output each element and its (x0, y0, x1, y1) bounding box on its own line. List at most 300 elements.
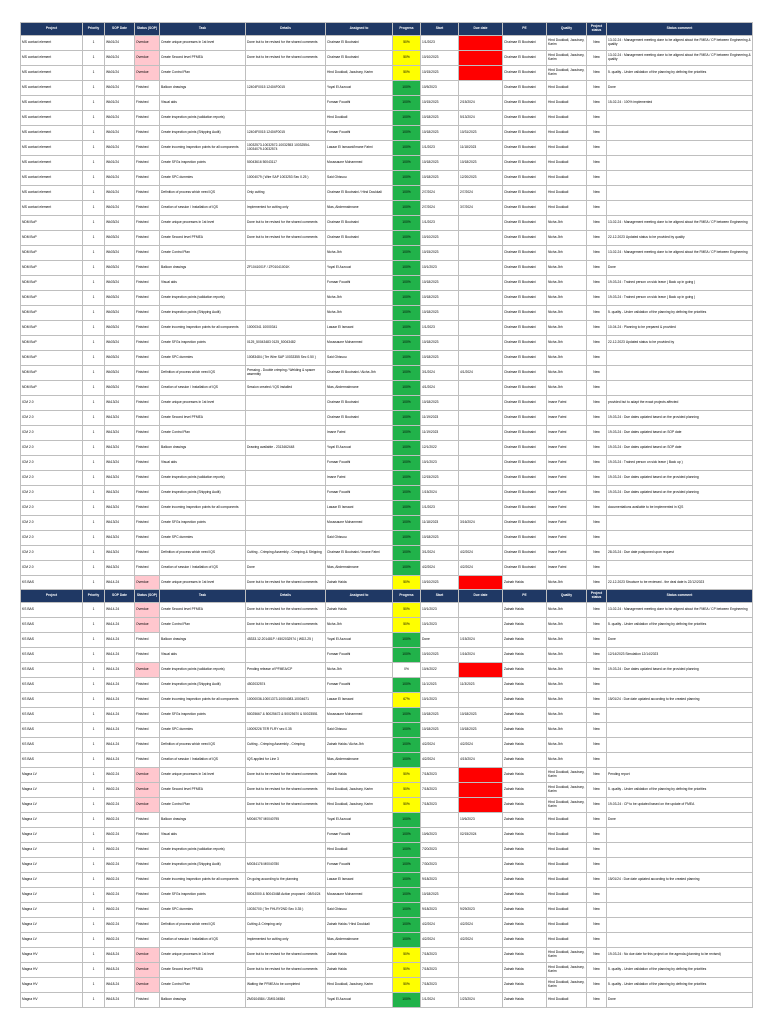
cell-project-status: New (587, 798, 607, 813)
cell-progress: 100% (393, 843, 421, 858)
cell-progress: 0% (393, 663, 421, 678)
cell-project: KS BAS (21, 576, 83, 591)
cell-project-status: New (587, 186, 607, 201)
cell-start: 7/30/2023 (421, 858, 459, 873)
cell-project-status: New (587, 933, 607, 948)
cell-status: Finished (135, 261, 160, 276)
cell-quality: Nicha Jbh (547, 351, 587, 366)
cell-due-date: 2/7/2024 (459, 186, 503, 201)
cell-assigned-to: Chaimae El Boutnaini (326, 411, 393, 426)
cell-project-status: New (587, 366, 607, 381)
cell-status: Finished (135, 648, 160, 663)
cell-status: Finished (135, 396, 160, 411)
cell-details (246, 486, 326, 501)
cell-assigned-to: Imane Fatmi (326, 471, 393, 486)
cell-status-comment (607, 156, 753, 171)
cell-priority: 1 (83, 216, 105, 231)
table-row (21, 291, 753, 306)
cell-status: Finished (135, 111, 160, 126)
table-row (21, 693, 753, 708)
cell-project-status: New (587, 768, 607, 783)
header-details: Details (246, 23, 326, 36)
cell-due-date (459, 351, 503, 366)
cell-task: Balloon drawings (160, 993, 246, 1008)
cell-quality: Nicha Jbh (547, 231, 587, 246)
cell-priority: 1 (83, 708, 105, 723)
cell-details: On going according to the planning (246, 873, 326, 888)
cell-progress: 100% (393, 336, 421, 351)
cell-assigned-to: Lasaar El Ismaani (326, 501, 393, 516)
cell-start: 3/1/2024 (421, 366, 459, 381)
cell-start: 11/19/2023 (421, 411, 459, 426)
cell-task: Definition of process which need IQS (160, 918, 246, 933)
cell-project-status: New (587, 963, 607, 978)
cell-due-date (459, 306, 503, 321)
cell-progress: 100% (393, 546, 421, 561)
cell-details: Cutting & Crimping only (246, 918, 326, 933)
cell-quality: Hind Doukkali (547, 96, 587, 111)
cell-quality: Imane Fatmi (547, 486, 587, 501)
cell-pe: Zainab Haida (503, 963, 547, 978)
cell-status: Overdue (135, 798, 160, 813)
cell-status: Overdue (135, 576, 160, 591)
cell-project-status: New (587, 903, 607, 918)
table-row (21, 51, 753, 66)
cell-quality: Nicha Jbh (547, 381, 587, 396)
cell-due-date (459, 246, 503, 261)
cell-progress: 100% (393, 888, 421, 903)
table-row (21, 948, 753, 963)
cell-priority: 1 (83, 753, 105, 768)
cell-progress: 100% (393, 216, 421, 231)
cell-details: 4502032574 (246, 678, 326, 693)
cell-task: Create SPC dummies (160, 171, 246, 186)
table-row (21, 366, 753, 381)
cell-status: Finished (135, 828, 160, 843)
cell-assigned-to: Chaimae El Boutnaini (326, 216, 393, 231)
cell-details: Done but to be revised for the shared comments (246, 618, 326, 633)
cell-project: Magna LV (21, 888, 83, 903)
cell-sop-date: Wk14-24 (105, 753, 135, 768)
header-quality: Quality (547, 23, 587, 36)
cell-status: Finished (135, 903, 160, 918)
cell-assigned-to: Nicha Jbh (326, 618, 393, 633)
cell-sop-date: Wk03/24 (105, 246, 135, 261)
table-row (21, 66, 753, 81)
cell-start: 10/18/2023 (421, 111, 459, 126)
cell-progress: 100% (393, 321, 421, 336)
cell-due-date (459, 663, 503, 678)
cell-status-comment (607, 111, 753, 126)
cell-assigned-to: Fomaar Fouathi (326, 456, 393, 471)
cell-start: 4/1/2024 (421, 381, 459, 396)
cell-task: Create inspection points (Shipping Audit) (160, 858, 246, 873)
cell-status-comment: Done (607, 261, 753, 276)
cell-quality: Imane Fatmi (547, 531, 587, 546)
cell-details (246, 828, 326, 843)
cell-status: Finished (135, 81, 160, 96)
cell-start: 10/18/2023 (421, 126, 459, 141)
cell-priority: 1 (83, 873, 105, 888)
cell-sop-date: Wk13/24 (105, 471, 135, 486)
cell-assigned-to: Nicha Jbh (326, 291, 393, 306)
cell-pe: Chaimae El Boutnaini (503, 351, 547, 366)
cell-status-comment (607, 516, 753, 531)
cell-project-status: New (587, 858, 607, 873)
cell-quality: Nicha Jbh (547, 723, 587, 738)
cell-project: KS BAS (21, 603, 83, 618)
cell-details: Waiting the PFMEA to be completed (246, 978, 326, 993)
cell-assigned-to: Chaimae El Boutnaini / Aicha Jbh (326, 366, 393, 381)
cell-status-comment (607, 351, 753, 366)
cell-details: 0125_50043483 0125_50043482 (246, 336, 326, 351)
cell-sop-date: Wk02-24 (105, 843, 135, 858)
cell-project: ICM 2.0 (21, 426, 83, 441)
cell-status: Finished (135, 456, 160, 471)
cell-status: Finished (135, 888, 160, 903)
cell-status: Overdue (135, 978, 160, 993)
cell-progress: 100% (393, 828, 421, 843)
cell-project: ICM 2.0 (21, 471, 83, 486)
cell-progress: 100% (393, 993, 421, 1008)
cell-status-comment (607, 186, 753, 201)
cell-progress: 100% (393, 186, 421, 201)
cell-progress: 100% (393, 918, 421, 933)
cell-due-date: 11/18/2023 (459, 141, 503, 156)
cell-pe: Zainab Haida (503, 873, 547, 888)
cell-due-date: 9/29/2023 (459, 903, 503, 918)
cell-pe: Zainab Haida (503, 603, 547, 618)
cell-priority: 1 (83, 903, 105, 918)
cell-sop-date: Wk03/24 (105, 216, 135, 231)
table-row (21, 993, 753, 1008)
cell-sop-date: Wk02-24 (105, 933, 135, 948)
cell-task: Create inspection points (validation reports) (160, 471, 246, 486)
cell-status-comment (607, 366, 753, 381)
table-row (21, 441, 753, 456)
cell-due-date (459, 261, 503, 276)
cell-progress: 100% (393, 471, 421, 486)
cell-assigned-to: Hind Doukkali, Jaouhary, Karim (326, 783, 393, 798)
cell-status: Finished (135, 336, 160, 351)
header-project-status: Project status (587, 590, 607, 603)
table-row (21, 561, 753, 576)
cell-progress: 50% (393, 576, 421, 591)
table-row (21, 321, 753, 336)
cell-due-date: 3/7/2024 (459, 201, 503, 216)
header-priority: Priority (83, 23, 105, 36)
cell-assigned-to: Said Ghissou (326, 171, 393, 186)
cell-due-date (459, 36, 503, 51)
header-task: Task (160, 590, 246, 603)
cell-quality: Hind Doukkali (547, 858, 587, 873)
cell-project: Magna LV (21, 783, 83, 798)
header-start: Start (421, 590, 459, 603)
cell-assigned-to: Nicha Jbh (326, 246, 393, 261)
cell-project: KS BAS (21, 678, 83, 693)
cell-status: Finished (135, 126, 160, 141)
cell-project: NDM BoP (21, 306, 83, 321)
cell-sop-date: Wk02-24 (105, 858, 135, 873)
cell-project-status: New (587, 723, 607, 738)
cell-progress: 100% (393, 441, 421, 456)
cell-due-date: 10/6/2023 (459, 813, 503, 828)
cell-progress: 100% (393, 96, 421, 111)
table-row (21, 603, 753, 618)
table-row (21, 471, 753, 486)
cell-due-date: 10/18/2023 (459, 723, 503, 738)
cell-due-date: 2/15/2024 (459, 96, 503, 111)
cell-start: 7/18/2023 (421, 963, 459, 978)
cell-start: 11/18/2023 (421, 516, 459, 531)
cell-status: Finished (135, 321, 160, 336)
cell-due-date: 1/15/2024 (459, 633, 503, 648)
cell-progress: 50% (393, 618, 421, 633)
cell-status-comment: Done (607, 993, 753, 1008)
cell-project: MS contact element (21, 171, 83, 186)
table-row (21, 753, 753, 768)
cell-project: KS BAS (21, 753, 83, 768)
cell-project: KS BAS (21, 648, 83, 663)
cell-project-status: New (587, 948, 607, 963)
cell-assigned-to: Fomaar Fouathi (326, 126, 393, 141)
cell-details (246, 396, 326, 411)
cell-project-status: New (587, 873, 607, 888)
cell-quality: Nicha Jbh (547, 321, 587, 336)
cell-start: 10/15/2023 (421, 246, 459, 261)
cell-sop-date: Wk01/24 (105, 201, 135, 216)
cell-details (246, 111, 326, 126)
cell-progress: 100% (393, 678, 421, 693)
cell-status-comment: 5. quality - Under validation of the planning by defining the priorities (607, 783, 753, 798)
cell-progress: 100% (393, 246, 421, 261)
cell-sop-date: Wk02-24 (105, 903, 135, 918)
cell-start: 10/18/2023 (421, 723, 459, 738)
cell-progress: 50% (393, 963, 421, 978)
cell-task: Create inspection points (validation reports) (160, 111, 246, 126)
cell-priority: 1 (83, 663, 105, 678)
cell-quality: Nicha Jbh (547, 618, 587, 633)
cell-pe: Chaimae El Boutnaini (503, 561, 547, 576)
table-row (21, 336, 753, 351)
cell-sop-date: Wk14-24 (105, 708, 135, 723)
table-row (21, 888, 753, 903)
cell-assigned-to: Said Ghissou (326, 531, 393, 546)
cell-due-date (459, 501, 503, 516)
cell-task: Create Second level PFMEA (160, 51, 246, 66)
cell-priority: 1 (83, 141, 105, 156)
cell-assigned-to: Moussaune Mohammed (326, 156, 393, 171)
cell-start: 10/10/2023 (421, 231, 459, 246)
table-row (21, 126, 753, 141)
cell-task: Creation of session / Installation of IQS (160, 561, 246, 576)
cell-assigned-to: Nlas, Abdermalnnane (326, 933, 393, 948)
cell-assigned-to: Moussaune Mohammed (326, 336, 393, 351)
cell-pe: Chaimae El Boutnaini (503, 531, 547, 546)
table-row (21, 738, 753, 753)
cell-start: 11/19/2023 (421, 426, 459, 441)
cell-priority: 1 (83, 918, 105, 933)
cell-quality: Nicha Jbh (547, 246, 587, 261)
cell-details: 10030700 ( Ter FHLRY2ND Sec 0.35 ) (246, 903, 326, 918)
cell-start: 7/18/2023 (421, 768, 459, 783)
header-pe: PE (503, 23, 547, 36)
cell-details (246, 456, 326, 471)
cell-details: Done but to be revised for the shared comments (246, 576, 326, 591)
cell-project-status: New (587, 693, 607, 708)
cell-task: Visual aids (160, 648, 246, 663)
cell-project: NDM BoP (21, 216, 83, 231)
cell-project-status: New (587, 618, 607, 633)
cell-details: 10000036-10001373-10004083-10004671 (246, 693, 326, 708)
cell-assigned-to: Lasaar El Ismaani (326, 873, 393, 888)
tracker-body-bottom (21, 603, 753, 1008)
header-priority: Priority (83, 590, 105, 603)
cell-project: NDM BoP (21, 321, 83, 336)
cell-pe: Zainab Haida (503, 753, 547, 768)
cell-status: Finished (135, 753, 160, 768)
cell-start: 1/15/2024 (421, 486, 459, 501)
cell-status-comment (607, 888, 753, 903)
cell-status-comment: 12/14/2023 Simulation 12/14/2023 (607, 648, 753, 663)
cell-sop-date: Wk14-24 (105, 576, 135, 591)
cell-details (246, 471, 326, 486)
table-row (21, 306, 753, 321)
cell-project: ICM 2.0 (21, 546, 83, 561)
cell-due-date (459, 768, 503, 783)
cell-quality: Imane Fatmi (547, 516, 587, 531)
cell-due-date (459, 888, 503, 903)
cell-pe: Chaimae El Boutnaini (503, 111, 547, 126)
cell-pe: Chaimae El Boutnaini (503, 216, 547, 231)
cell-details: Done but to be revised for the shared comments (246, 603, 326, 618)
cell-task: Visual aids (160, 456, 246, 471)
cell-start: 10/18/2023 (421, 291, 459, 306)
header-status: Status (SOP) (135, 23, 160, 36)
table-row (21, 798, 753, 813)
cell-assigned-to: Zainab Haida (326, 963, 393, 978)
cell-status-comment: 19-03-24 : Due dates updated based on the provided planning (607, 411, 753, 426)
cell-project: NDM BoP (21, 366, 83, 381)
cell-status: Finished (135, 366, 160, 381)
cell-pe: Zainab Haida (503, 576, 547, 591)
cell-quality: Hind Doukkali (547, 888, 587, 903)
cell-project: ICM 2.0 (21, 456, 83, 471)
cell-quality: Nicha Jbh (547, 648, 587, 663)
cell-progress: 100% (393, 633, 421, 648)
cell-status-comment (607, 171, 753, 186)
cell-project-status: New (587, 231, 607, 246)
cell-priority: 1 (83, 231, 105, 246)
cell-assigned-to: Hind Doukkali (326, 111, 393, 126)
cell-details (246, 648, 326, 663)
table-row (21, 531, 753, 546)
cell-pe: Chaimae El Boutnaini (503, 66, 547, 81)
cell-quality: Imane Fatmi (547, 456, 587, 471)
cell-status-comment: 19-03-24 : No due date for this project on the agenda (planning to be revised) (607, 948, 753, 963)
cell-priority: 1 (83, 858, 105, 873)
cell-due-date: 02/15/2024 (459, 828, 503, 843)
cell-status: Finished (135, 858, 160, 873)
cell-pe: Chaimae El Boutnaini (503, 501, 547, 516)
cell-task: Creation of session / Installation of IQS (160, 753, 246, 768)
cell-quality: Hind Doukkali, Jaouhary, Karim (547, 948, 587, 963)
cell-task: Create incoming Inspection points for all components (160, 693, 246, 708)
cell-sop-date: Wk13/24 (105, 516, 135, 531)
cell-status-comment: 22-12-2023 Updated status to be provided by (607, 336, 753, 351)
cell-assigned-to: Nlas, Abdermalnnane (326, 201, 393, 216)
cell-pe: Zainab Haida (503, 978, 547, 993)
cell-task: Create SPC dummies (160, 531, 246, 546)
cell-project: Magna LV (21, 768, 83, 783)
cell-project-status: New (587, 738, 607, 753)
cell-project: Magna HV (21, 963, 83, 978)
cell-progress: 100% (393, 231, 421, 246)
cell-status: Finished (135, 441, 160, 456)
cell-project: KS BAS (21, 663, 83, 678)
cell-due-date (459, 948, 503, 963)
header-due-date: Due date (459, 590, 503, 603)
cell-sop-date: Wk03/24 (105, 276, 135, 291)
cell-priority: 1 (83, 66, 105, 81)
cell-status-comment: 13-02-24 : Management meeting done to be aligned about the FMEA / CP between Engineering (607, 216, 753, 231)
cell-project: Magna LV (21, 843, 83, 858)
cell-progress: 50% (393, 783, 421, 798)
cell-quality: Imane Fatmi (547, 396, 587, 411)
cell-quality: Nicha Jbh (547, 216, 587, 231)
cell-details: IQS applied for Line 3 (246, 753, 326, 768)
table-row (21, 648, 753, 663)
cell-quality: Nicha Jbh (547, 306, 587, 321)
cell-assigned-to: Nlas, Abdermalnnane (326, 753, 393, 768)
cell-pe: Chaimae El Boutnaini (503, 141, 547, 156)
cell-sop-date: Wk02-24 (105, 813, 135, 828)
cell-priority: 1 (83, 411, 105, 426)
table-row (21, 246, 753, 261)
cell-quality: Nicha Jbh (547, 738, 587, 753)
cell-task: Create unique processes in 1st level (160, 576, 246, 591)
cell-status: Overdue (135, 51, 160, 66)
cell-sop-date: Wk01/24 (105, 141, 135, 156)
cell-project: MS contact element (21, 186, 83, 201)
cell-project: MS contact element (21, 51, 83, 66)
cell-details: 45333.12.201481P / 4502032974 ( WD2-25 ) (246, 633, 326, 648)
cell-project: ICM 2.0 (21, 561, 83, 576)
cell-sop-date: Wk14-24 (105, 648, 135, 663)
cell-priority: 1 (83, 783, 105, 798)
cell-sop-date: Wk02-24 (105, 783, 135, 798)
cell-assigned-to: Moussaune Mohammed (326, 708, 393, 723)
cell-status: Finished (135, 693, 160, 708)
cell-due-date: 1/16/2024 (459, 648, 503, 663)
cell-task: Create Control Plan (160, 798, 246, 813)
cell-details: Done but to be revised for the shared comments (246, 51, 326, 66)
cell-task: Balloon drawings (160, 633, 246, 648)
cell-task: Definition of process which need IQS (160, 186, 246, 201)
cell-project: NDM BoP (21, 381, 83, 396)
cell-assigned-to: Said Ghissou (326, 903, 393, 918)
cell-status: Finished (135, 678, 160, 693)
cell-priority: 1 (83, 426, 105, 441)
cell-start: 1/1/2023 (421, 216, 459, 231)
cell-status-comment: 15/01/24 : Due date updated according to the created planning (607, 873, 753, 888)
cell-task: Create SPC dummies (160, 903, 246, 918)
cell-status-comment: provided but to adapt the exact projects affected (607, 396, 753, 411)
cell-status: Finished (135, 471, 160, 486)
cell-assigned-to: Yoyal El Azzouzi (326, 813, 393, 828)
cell-sop-date: Wk18-24 (105, 948, 135, 963)
cell-task: Create inspection points (validation reports) (160, 843, 246, 858)
